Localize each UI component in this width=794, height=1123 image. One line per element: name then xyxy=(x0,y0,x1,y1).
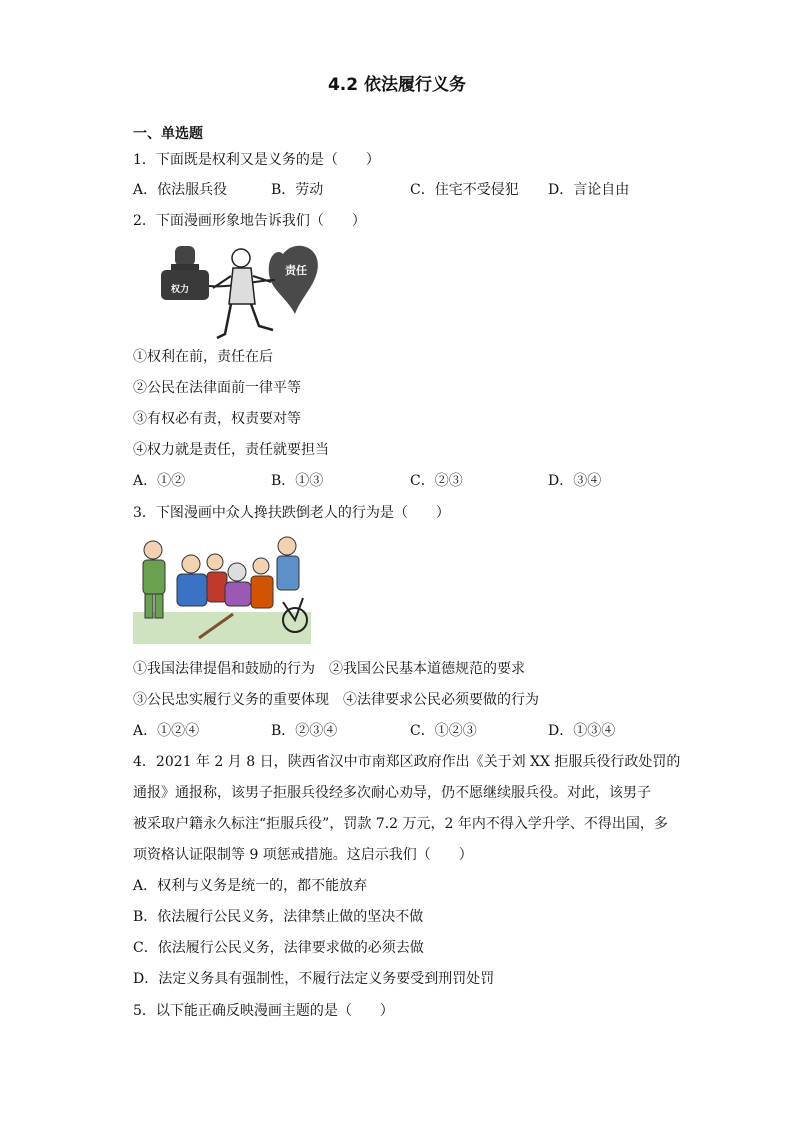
q2-option-a: A．①② xyxy=(133,473,186,489)
q1-option-c: C．住宅不受侵犯 xyxy=(410,182,519,198)
q1-stem: 1．下面既是权利又是义务的是（ ） xyxy=(133,152,380,168)
section-heading: 一、单选题 xyxy=(133,126,203,142)
q4-text-line-3: 被采取户籍永久标注“拒服兵役”，罚款 7.2 万元，2 年内不得入学升学、不得出国，多 xyxy=(133,816,668,832)
power-responsibility-cartoon xyxy=(155,240,335,342)
q4-option-c: C．依法履行公民义务，法律要求做的必须去做 xyxy=(133,940,424,956)
q3-statements-line-2: ③公民忠实履行义务的重要体现 ④法律要求公民必须要做的行为 xyxy=(133,692,539,708)
q4-option-a: A．权利与义务是统一的，都不能放弃 xyxy=(133,878,368,894)
q4-text-line-2: 通报》通报称，该男子拒服兵役经多次耐心劝导，仍不愿继续服兵役。对此，该男子 xyxy=(133,785,651,801)
q2-option-d: D．③④ xyxy=(548,473,602,489)
q2-statement-1: ①权利在前，责任在后 xyxy=(133,349,273,365)
cartoon-label-power: 权力 xyxy=(171,285,190,295)
q2-statement-2: ②公民在法律面前一律平等 xyxy=(133,380,301,396)
q4-option-d: D．法定义务具有强制性，不履行法定义务要受到刑罚处罚 xyxy=(133,971,495,987)
helping-elderly-cartoon xyxy=(133,532,311,644)
q4-option-b: B．依法履行公民义务，法律禁止做的坚决不做 xyxy=(133,909,424,925)
q2-option-b: B．①③ xyxy=(271,473,324,489)
q3-statements-line-1: ①我国法律提倡和鼓励的行为 ②我国公民基本道德规范的要求 xyxy=(133,661,525,677)
q1-option-a: A．依法服兵役 xyxy=(133,182,228,198)
q5-stem: 5．以下能正确反映漫画主题的是（ ） xyxy=(133,1003,394,1019)
q2-statement-4: ④权力就是责任，责任就要担当 xyxy=(133,442,329,458)
q3-option-d: D．①③④ xyxy=(548,723,616,739)
q2-stem: 2．下面漫画形象地告诉我们（ ） xyxy=(133,213,366,229)
q4-text-line-4: 项资格认证限制等 9 项惩戒措施。这启示我们（ ） xyxy=(133,847,473,863)
cartoon-label-responsibility: 责任 xyxy=(285,264,307,277)
q3-option-b: B．②③④ xyxy=(271,723,338,739)
q3-stem: 3．下图漫画中众人搀扶跌倒老人的行为是（ ） xyxy=(133,505,450,521)
q1-option-b: B．劳动 xyxy=(271,182,324,198)
q2-option-c: C．②③ xyxy=(410,473,463,489)
q3-option-a: A．①②④ xyxy=(133,723,200,739)
q4-text-line-1: 4．2021 年 2 月 8 日，陕西省汉中市南郑区政府作出《关于刘 XX 拒服兵役行政处罚的 xyxy=(133,754,681,770)
q3-option-c: C．①②③ xyxy=(410,723,477,739)
page-title: 4.2 依法履行义务 xyxy=(327,75,467,95)
q2-statement-3: ③有权必有责，权责要对等 xyxy=(133,411,301,427)
q1-option-d: D．言论自由 xyxy=(548,182,630,198)
